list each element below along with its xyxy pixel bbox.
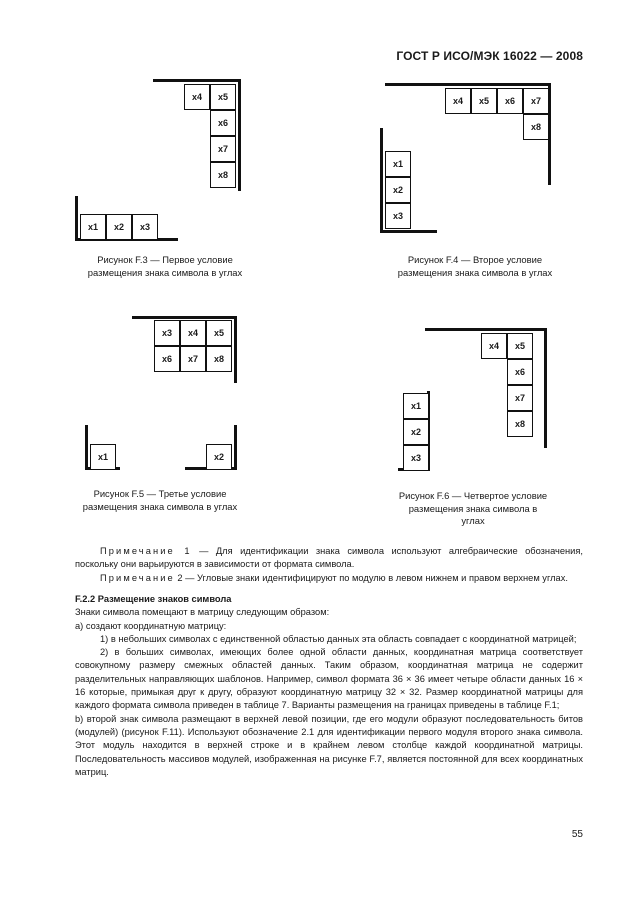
paragraph: 1) в небольших символах с единственной областью данных эта область совпадает с координатной матрицей; bbox=[100, 633, 577, 644]
caption-f4: Рисунок F.4 — Второе условие размещения знака символа в углах bbox=[397, 254, 553, 278]
border-line bbox=[380, 230, 437, 233]
cell-x2: x2 bbox=[206, 444, 232, 470]
cell-x5: x5 bbox=[210, 84, 236, 110]
paragraph: 2) в больших символах, имеющих более одной области данных, координатная матрица соответствует совокупному размеру смежных областей данных. Таким образом, координатная матрица не содержит разделительных направляющих шаблонов. Например, символ формата 36 × 36 имеет четыре области данных 16 × 16 которые, примыкая друг к другу, образуют координатную матрицу 32 × 32. Размер координатной матрицы для каждого формата символа приведен в таблице 7. Варианты размещения на границах приведены в таблице F.1; bbox=[75, 647, 583, 711]
border-line bbox=[75, 196, 78, 241]
figure-f6 bbox=[315, 300, 630, 490]
border-line bbox=[238, 79, 241, 191]
cell-x6: x6 bbox=[497, 88, 523, 114]
border-line bbox=[385, 83, 551, 86]
cell-x4: x4 bbox=[180, 320, 206, 346]
cell-x1: x1 bbox=[385, 151, 411, 177]
cell-x1: x1 bbox=[90, 444, 116, 470]
cell-x4: x4 bbox=[445, 88, 471, 114]
cell-x2: x2 bbox=[106, 214, 132, 240]
note-1 bbox=[75, 545, 583, 572]
section-title: F.2.2 Размещение знаков символа bbox=[75, 594, 232, 604]
border-line bbox=[234, 425, 237, 470]
cell-x8: x8 bbox=[523, 114, 549, 140]
document-header: ГОСТ Р ИСО/МЭК 16022 — 2008 bbox=[396, 49, 583, 63]
caption-f6: Рисунок F.6 — Четвертое условие размещения знака символа в углах bbox=[398, 490, 548, 526]
cell-x5: x5 bbox=[471, 88, 497, 114]
cell-x7: x7 bbox=[180, 346, 206, 372]
cell-x2: x2 bbox=[385, 177, 411, 203]
cell-x3: x3 bbox=[132, 214, 158, 240]
cell-x6: x6 bbox=[507, 359, 533, 385]
figure-f3 bbox=[0, 0, 315, 250]
border-line bbox=[85, 425, 88, 470]
cell-x7: x7 bbox=[507, 385, 533, 411]
note-label: Примечание 1 bbox=[100, 546, 192, 556]
border-line bbox=[380, 128, 383, 233]
border-line bbox=[132, 316, 237, 319]
cell-x7: x7 bbox=[523, 88, 549, 114]
cell-x8: x8 bbox=[206, 346, 232, 372]
figure-f4 bbox=[315, 0, 630, 250]
cell-x6: x6 bbox=[210, 110, 236, 136]
cell-x5: x5 bbox=[206, 320, 232, 346]
cell-x8: x8 bbox=[507, 411, 533, 437]
border-line bbox=[425, 328, 547, 331]
paragraph: Знаки символа помещают в матрицу следующим образом: bbox=[75, 607, 330, 618]
section-f2-2 bbox=[75, 593, 583, 779]
figure-f5 bbox=[0, 300, 315, 490]
note-label: Примечание bbox=[100, 572, 175, 583]
cell-x4: x4 bbox=[481, 333, 507, 359]
cell-x8: x8 bbox=[210, 162, 236, 188]
notes-block bbox=[75, 545, 583, 585]
cell-x5: x5 bbox=[507, 333, 533, 359]
border-line bbox=[234, 316, 237, 383]
border-line bbox=[153, 79, 241, 82]
paragraph: b) второй знак символа размещают в верхней левой позиции, где его модули образуют последовательность битов (модулей) (рисунок F.11). Используют обозначение 2.1 для идентификации первого модуля второго знака символа. Этот модуль находится в верхней строке и в крайнем левом столбце каждой координатной матрицы. Последовательность массивов модулей, изображенная на рисунке F.7, является постоянной для всех координатных матриц. bbox=[75, 713, 583, 777]
paragraph: а) создают координатную матрицу: bbox=[75, 620, 227, 631]
cell-x2: x2 bbox=[403, 419, 429, 445]
border-line bbox=[544, 328, 547, 448]
cell-x3: x3 bbox=[385, 203, 411, 229]
note-text: — Для идентификации знака символа используют алгебраические обозначения, поскольку они варьируются в зависимости от формата символа. bbox=[75, 546, 583, 570]
cell-x7: x7 bbox=[210, 136, 236, 162]
cell-x4: x4 bbox=[184, 84, 210, 110]
page-number: 55 bbox=[571, 829, 583, 840]
cell-x1: x1 bbox=[80, 214, 106, 240]
cell-x3: x3 bbox=[154, 320, 180, 346]
note-text: 2 — Угловые знаки идентифицируют по модулю в левом нижнем и правом верхнем углах. bbox=[174, 572, 568, 583]
caption-f5: Рисунок F.5 — Третье условие размещения знака символа в углах bbox=[82, 488, 238, 512]
note-2 bbox=[75, 572, 583, 585]
cell-x3: x3 bbox=[403, 445, 429, 471]
cell-x1: x1 bbox=[403, 393, 429, 419]
cell-x6: x6 bbox=[154, 346, 180, 372]
caption-f3: Рисунок F.3 — Первое условие размещения знака символа в углах bbox=[87, 254, 243, 278]
